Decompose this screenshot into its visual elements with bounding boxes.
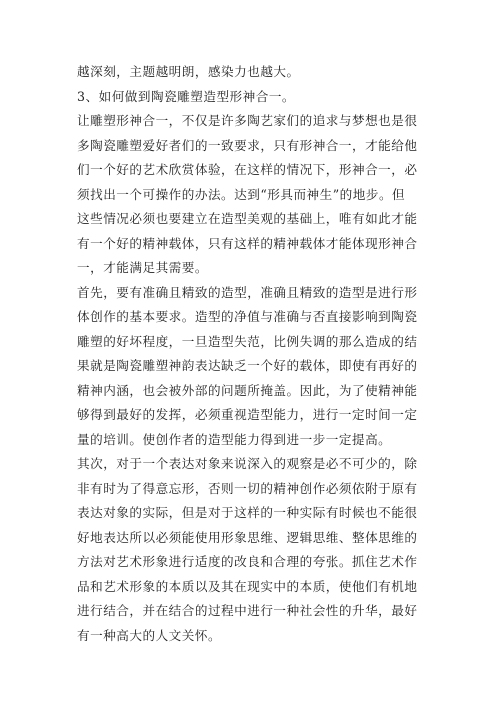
paragraph-line: 让雕塑形神合一，不仅是许多陶艺家们的追求与梦想也是很: [77, 113, 418, 128]
paragraph-line: 量的培训。使创作者的造型能力得到进一步一定提高。: [77, 431, 392, 447]
paragraph-line: 进行结合，并在结合的过程中进行一种社会性的升华，最好: [77, 603, 418, 618]
paragraph-line: 表达对象的实际，但是对于这样的一种实际有时候也不能很: [77, 505, 418, 520]
paragraph-line: 这些情况必须也要建立在造型美观的基础上，唯有如此才能: [77, 211, 418, 226]
paragraph-line: 精神内涵，也会被外部的问题所掩盖。因此，为了使精神能: [77, 382, 418, 398]
paragraph-line: 其次，对于一个表达对象来说深入的观察是必不可少的，除: [77, 456, 418, 471]
paragraph-line: 方法对艺术形象进行适度的改良和合理的夸张。抓住艺术作: [77, 554, 418, 569]
text-line-intro: 越深刻，主题越明朗，感染力也越大。: [77, 64, 300, 79]
paragraph-line: 有一种高大的人文关怀。: [77, 627, 222, 643]
document-page: [77, 60, 424, 648]
paragraph-line: 体创作的基本要求。造型的净值与准确与否直接影响到陶瓷: [77, 309, 418, 324]
paragraph-line: 非有时为了得意忘形，否则一切的精神创作必须依附于原有: [77, 480, 418, 496]
paragraph-line: 好地表达所以必须能使用形象思维、逻辑思维、整体思维的: [77, 529, 418, 545]
paragraph-line: 一，才能满足其需要。: [77, 260, 208, 275]
paragraph-precise-modeling: [77, 281, 424, 453]
paragraph-line: 们一个好的艺术欣赏体验，在这样的情况下，形神合一，必: [77, 162, 418, 177]
paragraph-line: 品和艺术形象的本质以及其在现实中的本质，使他们有机地: [77, 578, 418, 594]
paragraph-line: 首先，要有准确且精致的造型，准确且精致的造型是进行形: [77, 284, 418, 300]
paragraph-line: 果就是陶瓷雕塑神韵表达缺乏一个好的载体，即使有再好的: [77, 358, 418, 373]
paragraph-deep-observation: [77, 452, 424, 648]
paragraph-form-spirit-unity: [77, 109, 424, 281]
paragraph-line: 有一个好的精神载体，只有这样的精神载体才能体现形神合: [77, 235, 418, 251]
paragraph-line: 须找出一个可操作的办法。达到“形具而神生”的地步。但: [77, 186, 406, 202]
paragraph-line: 多陶瓷雕塑爱好者们的一致要求，只有形神合一，才能给他: [77, 137, 418, 153]
section-heading: 3、如何做到陶瓷雕塑造型形神合一。: [77, 88, 296, 104]
paragraph-line: 够得到最好的发挥，必须重视造型能力，进行一定时间一定: [77, 407, 418, 422]
paragraph-line: 雕塑的好坏程度，一旦造型失范，比例失调的那么造成的结: [77, 333, 418, 349]
